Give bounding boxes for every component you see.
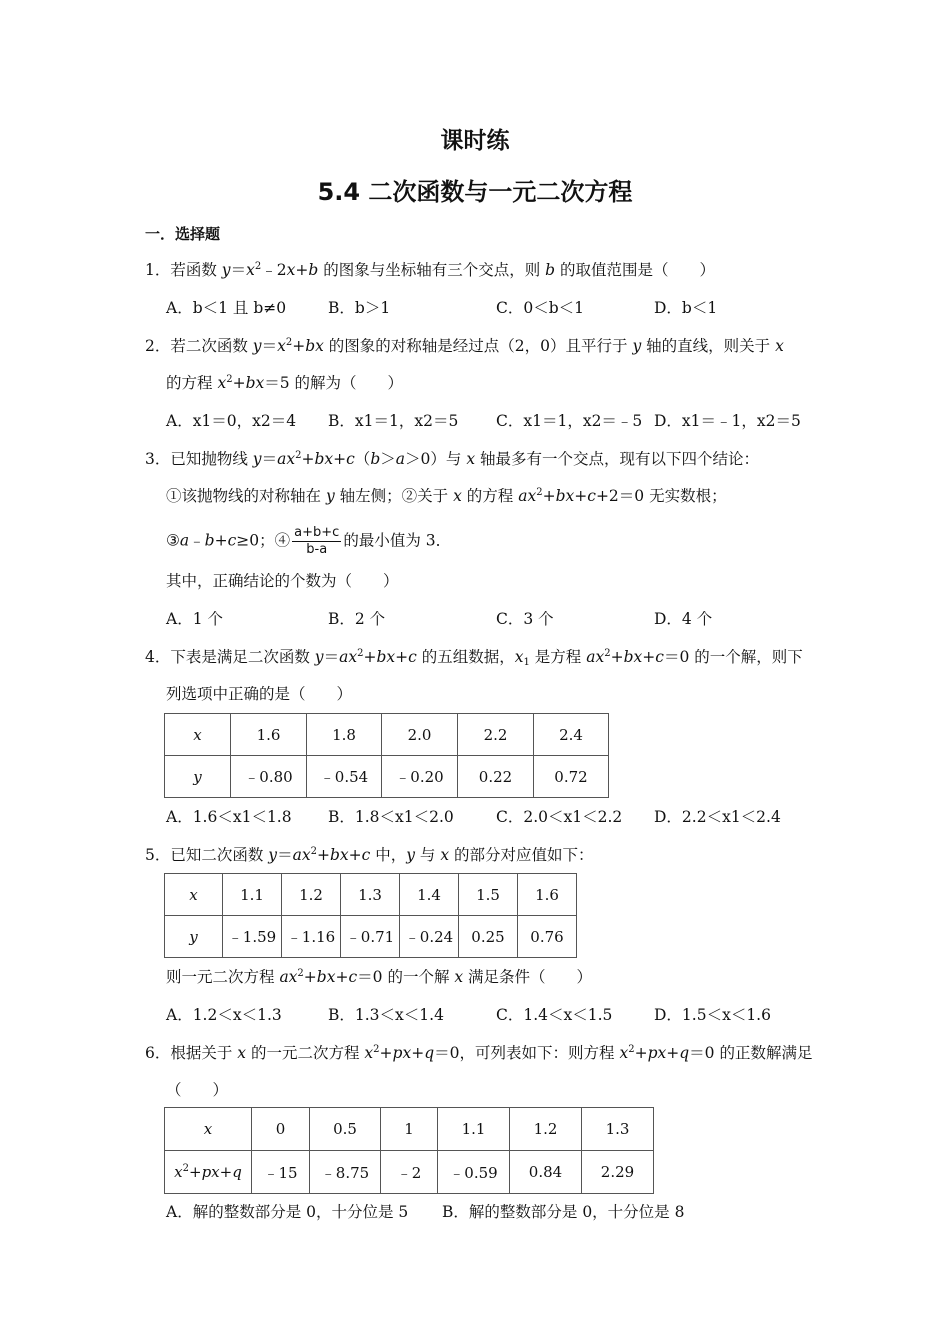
option-b: B．1.8＜x1＜2.0 — [328, 808, 454, 826]
option-c: C．1.4＜x＜1.5 — [496, 1006, 613, 1024]
question-6-table — [164, 1107, 654, 1194]
option-a: A．1 个 — [166, 610, 223, 628]
question-2-cont: 的方程 $x^2+bx=5$ 的解为（ ） — [166, 374, 404, 392]
option-d: D．x1＝﹣1，x2＝5 — [654, 412, 801, 430]
table-row: y ﹣1.59 ﹣1.16 ﹣0.71 ﹣0.24 0.25 0.76 — [165, 916, 577, 958]
page-title: 课时练 — [440, 128, 510, 154]
table-row: x 1.6 1.8 2.0 2.2 2.4 — [165, 714, 609, 756]
question-1-options — [166, 297, 816, 319]
section-heading: 一．选择题 — [145, 225, 221, 243]
question-5-table — [164, 873, 577, 958]
option-d: D．4 个 — [654, 610, 713, 628]
option-a: A．1.6＜x1＜1.8 — [166, 808, 292, 826]
option-a: A．b＜1 且 b≠0 — [166, 299, 287, 317]
question-4-options — [166, 806, 816, 828]
question-2-options — [166, 410, 816, 432]
question-6-cont: （ ） — [166, 1081, 229, 1099]
question-1: 1．若函数 $y=x^2﹣2x+b$ 的图象与坐标轴有三个交点，则 b 的取值范围是（ ） — [145, 261, 715, 279]
question-6-options — [166, 1201, 816, 1223]
question-3: 3．已知抛物线 $y=ax^2+bx+c(b>a>0)$与 x 轴最多有一个交点，现有以下四个结论： — [145, 450, 759, 468]
option-d: D．1.5＜x＜1.6 — [654, 1006, 771, 1024]
option-b: B．1.3＜x＜1.4 — [328, 1006, 444, 1024]
question-5-cont: 则一元二次方程 $ax^2+bx+c=0$ 的一个解 x 满足条件（ ） — [166, 968, 593, 986]
table-row: x 1.1 1.2 1.3 1.4 1.5 1.6 — [165, 874, 577, 916]
fraction: $\frac{a+b+c}{b-a}$ — [294, 525, 340, 557]
option-c: C．3 个 — [496, 610, 554, 628]
option-a: A．1.2＜x＜1.3 — [166, 1006, 282, 1024]
question-5-options — [166, 1004, 816, 1026]
option-b: B．2 个 — [328, 610, 386, 628]
option-a: A．解的整数部分是 0，十分位是 5 — [166, 1203, 409, 1221]
question-3-prompt: 其中，正确结论的个数为（ ） — [166, 572, 399, 590]
option-c: C．2.0＜x1＜2.2 — [496, 808, 623, 826]
option-a: A．x1＝0，x2＝4 — [166, 412, 297, 430]
question-3-statements-2: ③a﹣b+c≥0；④ $\frac{a+b+c}{b-a}$ 的最小值为 3． — [166, 525, 452, 557]
table-row: x 0 0.5 1 1.1 1.2 1.3 — [165, 1108, 654, 1151]
option-d: D．b＜1 — [654, 299, 718, 317]
option-b: B．b＞1 — [328, 299, 391, 317]
question-5: 5．已知二次函数 $y=ax^2+bx+c$ 中，y 与 x 的部分对应值如下： — [145, 846, 594, 864]
question-3-statements-1: ①该抛物线的对称轴在 y 轴左侧；②关于 x 的方程 $ax^2+bx+c+2=0$ 无实数根； — [166, 487, 727, 505]
question-3-options — [166, 608, 816, 630]
option-d: D．2.2＜x1＜2.4 — [654, 808, 781, 826]
question-4: 4．下表是满足二次函数 $y=ax^2+bx+c$ 的五组数据，$x_1$ 是方程 $ax^2+bx+c=0$ 的一个解，则下 — [145, 648, 803, 668]
question-4-cont: 列选项中正确的是（ ） — [166, 685, 353, 703]
option-c: C．x1＝1，x2＝﹣5 — [496, 412, 643, 430]
option-c: C．0＜b＜1 — [496, 299, 585, 317]
option-b: B．x1＝1，x2＝5 — [328, 412, 459, 430]
table-row: y ﹣0.80 ﹣0.54 ﹣0.20 0.22 0.72 — [165, 756, 609, 798]
option-b: B．解的整数部分是 0，十分位是 8 — [442, 1203, 685, 1221]
question-4-table — [164, 713, 609, 798]
question-6: 6．根据关于 x 的一元二次方程 $x^2+px+q=0$，可列表如下：则方程 $x^2+px+q=0$ 的正数解满足 — [145, 1044, 813, 1062]
table-row: $x^2+px+q$ ﹣15 ﹣8.75 ﹣2 ﹣0.59 0.84 2.29 — [165, 1151, 654, 1194]
page-subtitle: 5.4 二次函数与一元二次方程 — [317, 178, 633, 206]
question-2: 2．若二次函数 $y=x^2+bx$ 的图象的对称轴是经过点（2，0）且平行于 y 轴的直线，则关于 x — [145, 337, 784, 355]
